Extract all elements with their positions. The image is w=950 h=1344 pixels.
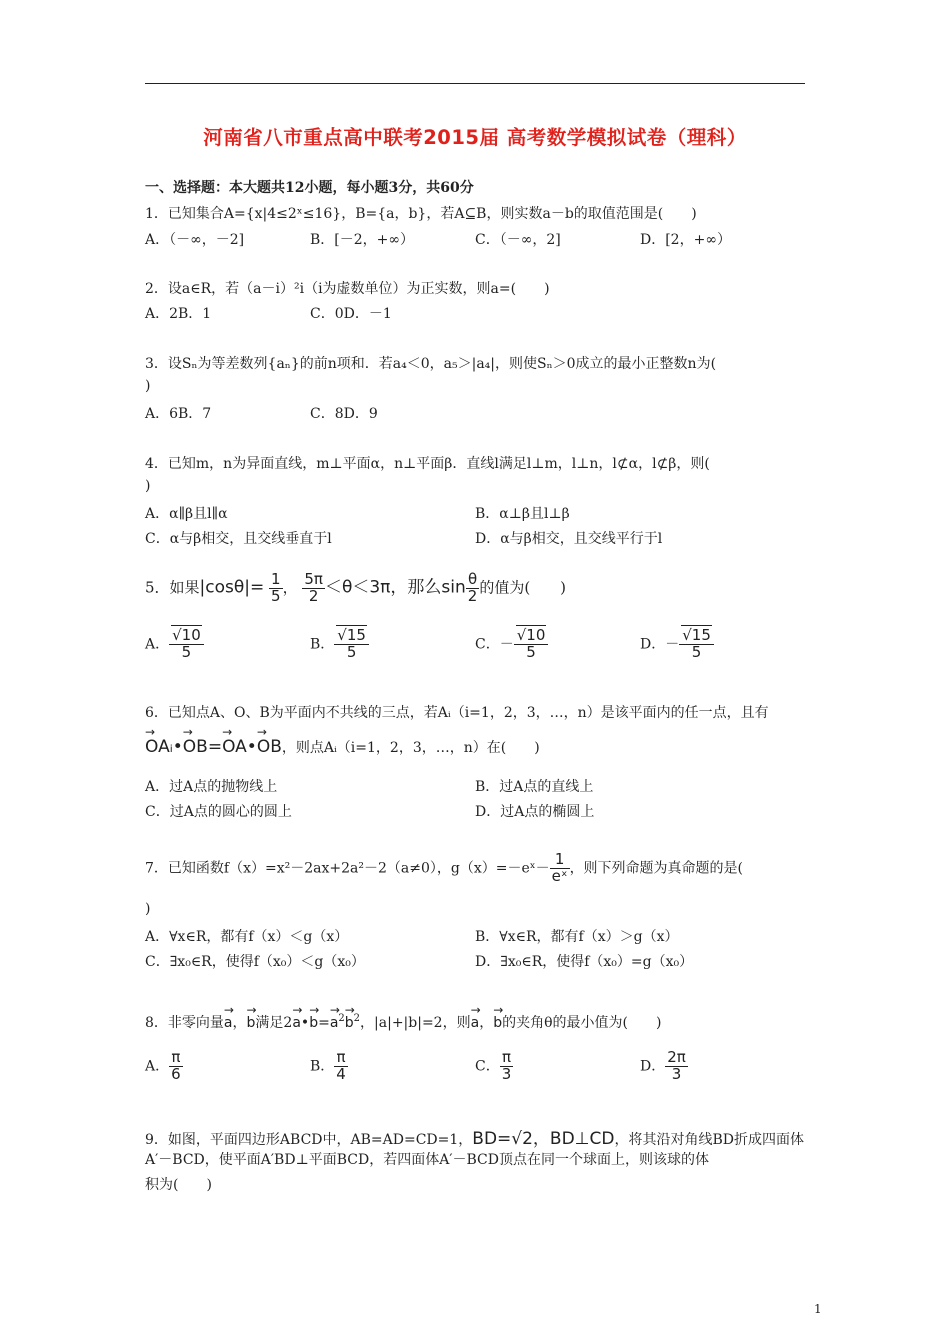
q7-option-b: B．∀x∈R，都有f（x）＞g（x） [475,929,679,945]
q2-stem: 2．设a∈R，若（a－i）²i（i为虚数单位）为正实数，则a=( ) [145,281,550,297]
q6-option-c: C．过A点的圆心的圆上 [145,804,292,820]
q4-stem: 4．已知m，n为异面直线，m⊥平面α，n⊥平面β．直线l满足l⊥m，l⊥n，l⊄α，l⊄β，则( [145,456,710,472]
q3-options-cd: C．8D．9 [310,406,378,422]
q5-abs-cos: |cosθ|= [199,577,265,598]
q8-stem: 8．非零向量→ a，→ b满足2→ a•→ $b=\to a^2\to b^2$，|a|+|b|=2，则→ a，→ b的夹角θ的最小值为( ) [145,1012,661,1032]
q6-vector-ob: → OB [183,737,208,757]
q9-stem-cont: A′－BCD，使平面A′BD⊥平面BCD，若四面体A′－BCD顶点在同一个球面上，则该球的体 [145,1152,709,1168]
q2-options-ab: A．2B．1 [145,306,212,322]
q8-option-b: B． $\frac{\pi}{4}$ [310,1048,346,1083]
q3-stem-cont: ) [145,378,151,394]
q7-fraction-1-ex: $\frac{1}{\text{eˣ}}$ [551,850,568,885]
q2-options-cd: C．0D．－1 [310,306,392,322]
q7-option-d: D．∃x₀∈R，使得f（x₀）=g（x₀） [475,954,694,970]
q3-options-ab: A．6B．7 [145,406,212,422]
q6-vector-ob-2: → OB [257,737,282,757]
q8-vector-a: → a [224,1015,233,1031]
q1-option-d: D．[2，+∞） [640,232,731,248]
q8-vector-b: → b [247,1015,256,1031]
q5-option-d: D．－ $\frac{√15}{5}$ [640,628,714,661]
q8-option-d: D． $\frac{2\pi}{3}$ [640,1048,686,1083]
q4-option-c: C．α与β相交，且交线垂直于l [145,531,332,547]
q6-stem: 6．已知点A、O、B为平面内不共线的三点，若Aᵢ（i=1，2，3，…，n）是该平面内的任一点，且有 [145,705,769,721]
q9-stem: 9．如图，平面四边形ABCD中，AB=AD=CD=1，BD=√2，BD⊥CD，将其沿对角线BD折成四面体 [145,1129,804,1149]
top-rule [145,83,805,84]
q7-option-a: A．∀x∈R，都有f（x）＜g（x） [145,929,349,945]
q1-option-c: C．（－∞，2] [475,232,561,248]
q6-vector-oai: → OAᵢ [145,737,173,757]
q3-stem: 3．设Sₙ为等差数列{aₙ}的前n项和．若a₄＜0，a₅＞|a₄|，则使Sₙ＞0成立的最小正整数n为( [145,356,717,372]
q5-fraction-1-5: $\frac{1}{5}$ [271,570,281,605]
q9-bd-condition: BD=√2，BD⊥CD [472,1129,615,1149]
q5-option-a: A． $\frac{√10}{5}$ [145,628,204,661]
q1-option-a: A．（－∞，－2] [145,232,245,248]
q7-option-c: C．∃x₀∈R，使得f（x₀）＜g（x₀） [145,954,365,970]
section-heading: 一、选择题：本大题共12小题，每小题3分，共60分 [145,180,474,196]
q9-stem-end: 积为( ) [145,1177,212,1193]
q6-vector-oa: → OA [222,737,247,757]
q6-option-d: D．过A点的椭圆上 [475,804,595,820]
q5-stem: 5．如果|cosθ|= $\frac{1}{5}$ ， $\frac{5\pi}{2}$ ＜θ＜3π，那么sin $\frac{\theta}{2}$ 的值为( ) [145,570,567,605]
q5-option-c: C．－ $\frac{√10}{5}$ [475,628,548,661]
q6-option-b: B．过A点的直线上 [475,779,594,795]
page-number: 1 [814,1302,822,1316]
q5-fraction-theta-2: $\frac{\theta}{2}$ [467,570,478,605]
q6-option-a: A．过A点的抛物线上 [145,779,278,795]
q4-option-a: A．α∥β且l∥α [145,506,228,522]
q5-fraction-5pi-2: $\frac{5\pi}{2}$ [304,570,323,605]
q7-stem: 7．已知函数f（x）=x²－2ax+2a²－2（a≠0），g（x）=－eˣ－ $\frac{1}{\text{eˣ}}$ ，则下列命题为真命题的是( [145,850,744,885]
q8-option-c: C． $\frac{\pi}{3}$ [475,1048,512,1083]
q8-option-a: A． $\frac{\pi}{6}$ [145,1048,181,1083]
page-title: 河南省八市重点高中联考2015届 高考数学模拟试卷（理科） [203,126,747,149]
q5-option-b: B． $\frac{√15}{5}$ [310,628,369,661]
q6-stem-cont: → OAᵢ•→ OB=→ OA•→ OB，则点Aᵢ（i=1，2，3，…，n）在( ) [145,737,540,757]
q1-option-b: B．[－2，+∞） [310,232,415,248]
q7-stem-cont: ) [145,901,151,917]
q4-option-d: D．α与β相交，且交线平行于l [475,531,663,547]
q4-option-b: B．α⊥β且l⊥β [475,506,570,522]
q4-stem-cont: ) [145,478,151,494]
q1-stem: 1．已知集合A={x|4≤2ˣ≤16}，B={a，b}，若A⊆B，则实数a－b的取值范围是( ) [145,206,697,222]
